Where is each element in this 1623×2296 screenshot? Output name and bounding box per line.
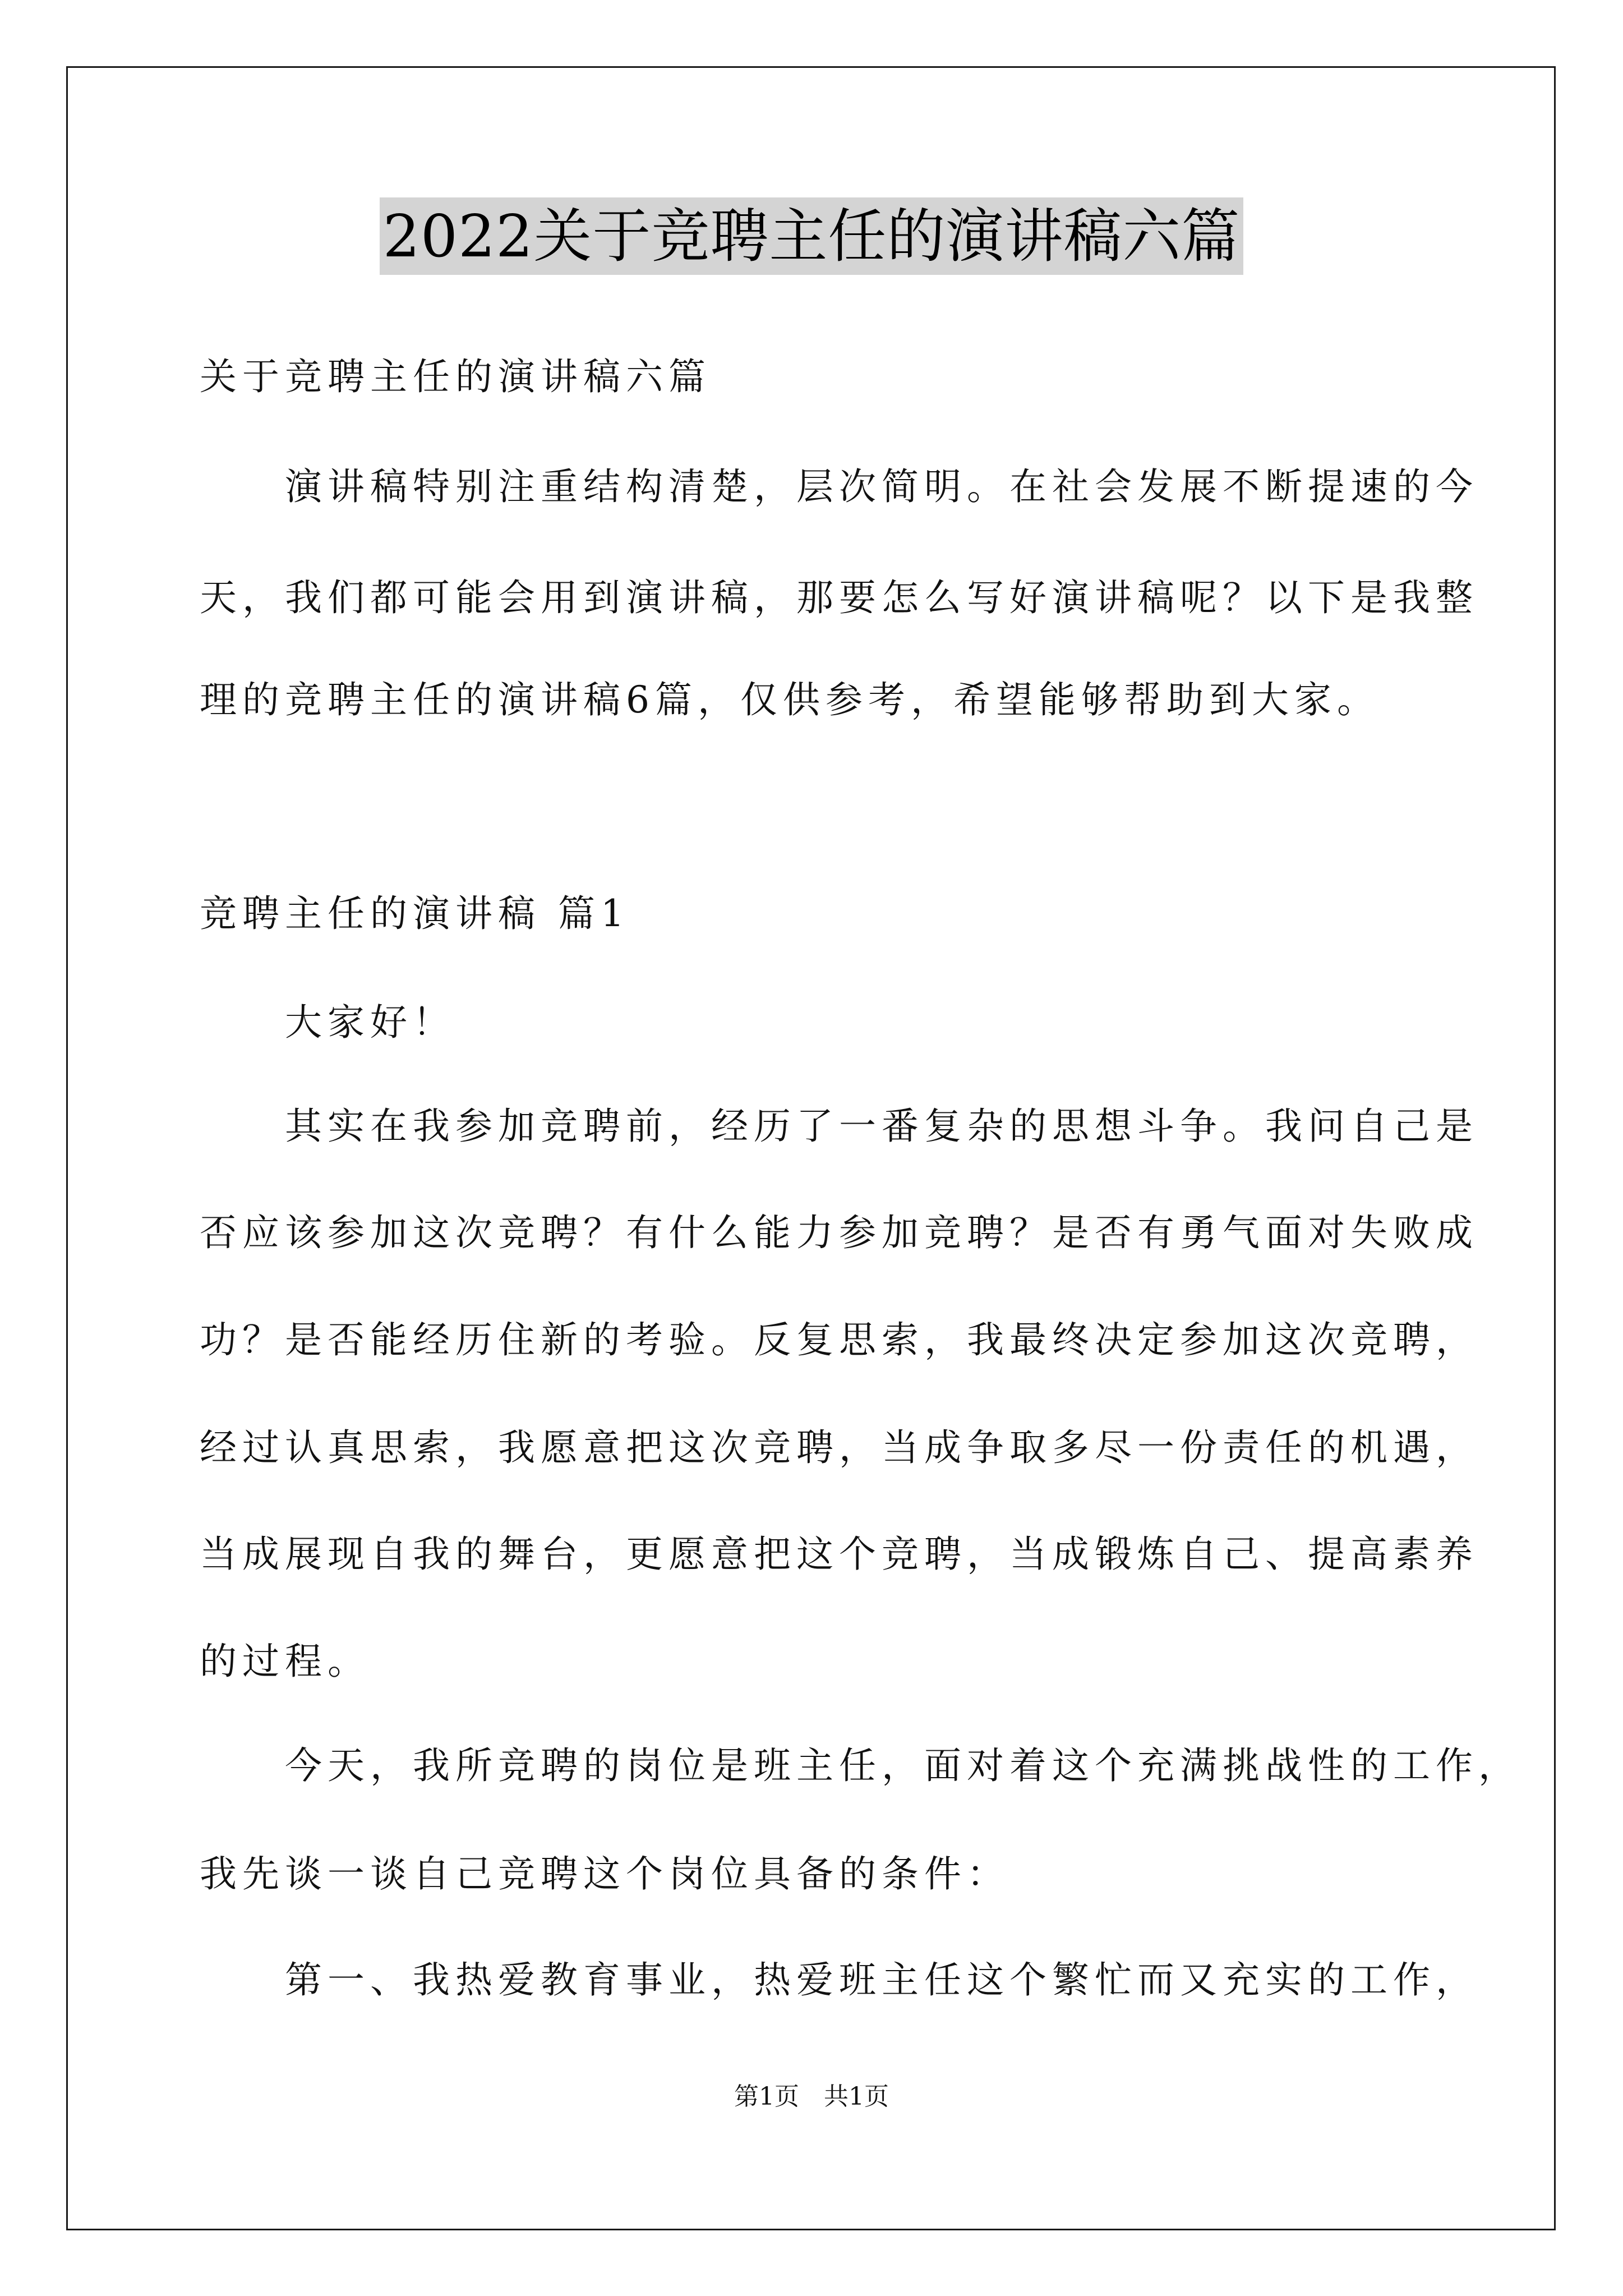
body-line: 其实在我参加竞聘前，经历了一番复杂的思想斗争。我问自己是 bbox=[200, 1105, 1478, 1148]
body-line: 理的竞聘主任的演讲稿6篇，仅供参考，希望能够帮助到大家。 bbox=[200, 678, 1380, 721]
section-heading: 竞聘主任的演讲稿 篇1 bbox=[200, 892, 630, 935]
body-line: 第一、我热爱教育事业，热爱班主任这个繁忙而又充实的工作， bbox=[200, 1958, 1478, 2001]
body-line: 我先谈一谈自己竞聘这个岗位具备的条件： bbox=[200, 1852, 1009, 1895]
body-line: 当成展现自我的舞台，更愿意把这个竞聘，当成锻炼自己、提高素养 bbox=[200, 1533, 1478, 1576]
subtitle-line: 关于竞聘主任的演讲稿六篇 bbox=[200, 355, 711, 398]
body-line: 经过认真思索，我愿意把这次竞聘，当成争取多尽一份责任的机遇， bbox=[200, 1426, 1478, 1469]
body-line: 的过程。 bbox=[200, 1640, 370, 1683]
page-number-footer: 第1页 共1页 bbox=[734, 2082, 889, 2111]
document-title: 2022关于竞聘主任的演讲稿六篇 bbox=[380, 197, 1244, 275]
body-line: 今天，我所竞聘的岗位是班主任，面对着这个充满挑战性的工作， bbox=[200, 1744, 1521, 1787]
body-line: 大家好！ bbox=[200, 1001, 455, 1044]
body-line: 演讲稿特别注重结构清楚，层次简明。在社会发展不断提速的今 bbox=[200, 465, 1478, 508]
body-line: 天，我们都可能会用到演讲稿，那要怎么写好演讲稿呢？以下是我整 bbox=[200, 576, 1478, 619]
body-line: 否应该参加这次竞聘？有什么能力参加竞聘？是否有勇气面对失败成 bbox=[200, 1211, 1478, 1254]
title-container bbox=[0, 197, 1623, 275]
body-line: 功？是否能经历住新的考验。反复思索，我最终决定参加这次竞聘， bbox=[200, 1318, 1478, 1361]
